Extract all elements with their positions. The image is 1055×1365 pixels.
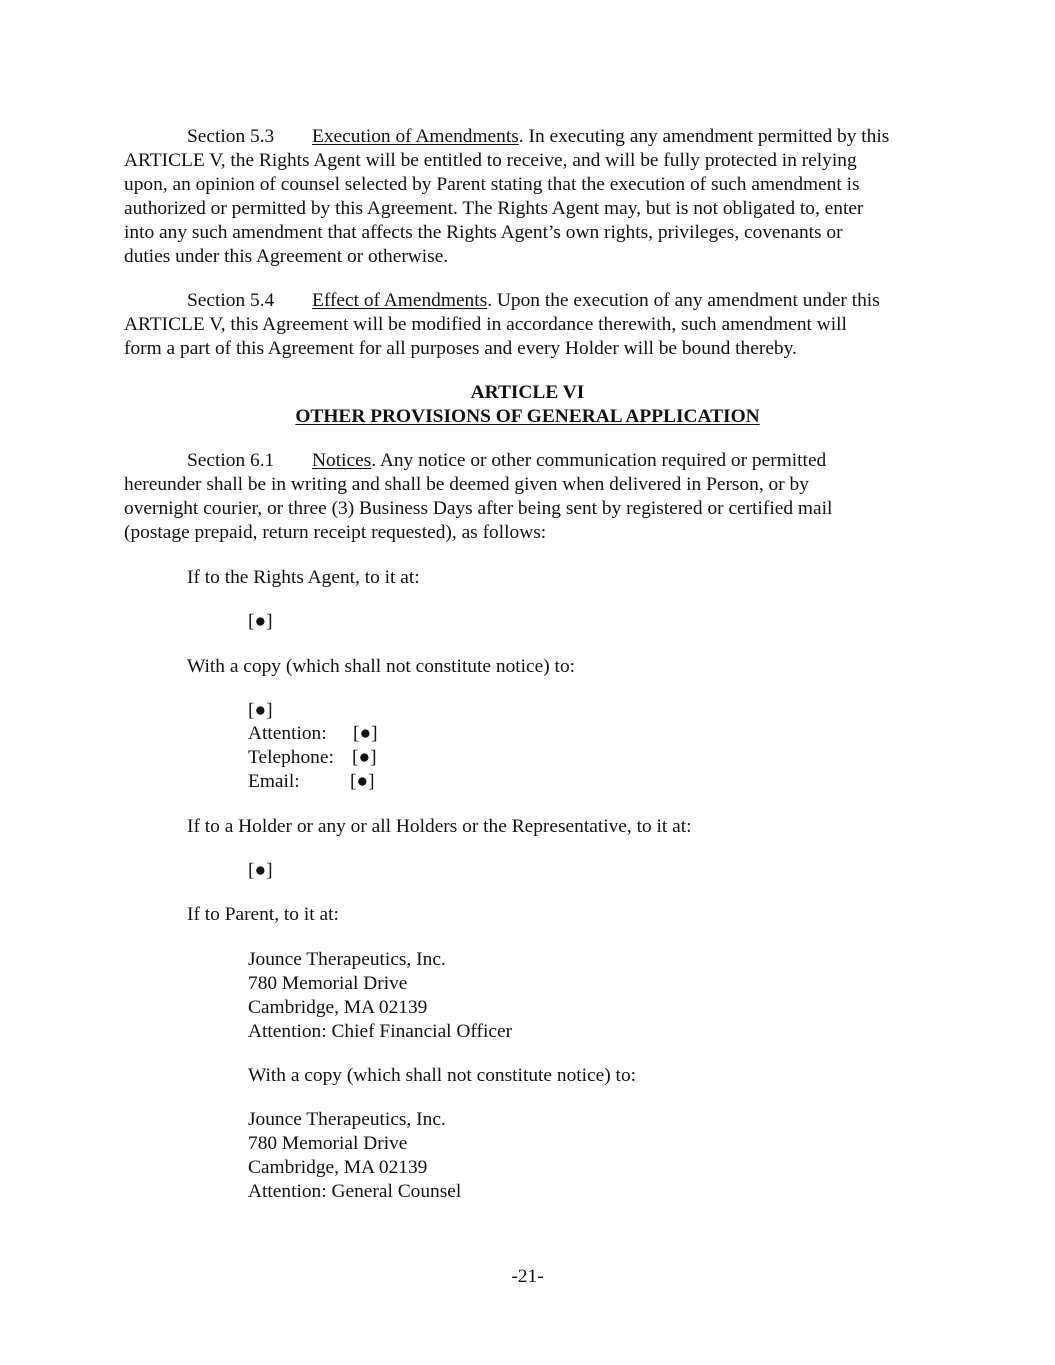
copy-address: [●] — [248, 700, 273, 721]
rights-agent-intro: If to the Rights Agent, to it at: — [187, 567, 420, 588]
parent-copy-address-line: 780 Memorial Drive — [248, 1133, 408, 1154]
telephone-value: [●] — [352, 747, 377, 768]
section-text-line: form a part of this Agreement for all purposes and every Holder will be bound thereby. — [124, 338, 797, 359]
section-text-line: upon, an opinion of counsel selected by Parent stating that the execution of such amendment is — [124, 174, 860, 195]
section-text-line: (postage prepaid, return receipt requested), as follows: — [124, 522, 547, 543]
section-text-line: ARTICLE V, this Agreement will be modified in accordance therewith, such amendment will — [124, 314, 847, 335]
parent-address-line: Jounce Therapeutics, Inc. — [248, 949, 446, 970]
telephone-label: Telephone: — [248, 747, 334, 768]
article-heading: ARTICLE VI — [470, 382, 585, 403]
section-text-line: authorized or permitted by this Agreement. The Rights Agent may, but is not obligated to, enter — [124, 198, 864, 219]
attention-label: Attention: — [248, 723, 327, 744]
rights-agent-address: [●] — [248, 611, 273, 632]
section-title: Execution of Amendments — [312, 126, 519, 147]
parent-copy-address-line: Attention: General Counsel — [248, 1181, 462, 1202]
page-number: -21- — [511, 1266, 544, 1287]
section-number: Section 5.4 — [187, 290, 275, 311]
section-text-line: overnight courier, or three (3) Business Days after being sent by registered or certified mail — [124, 498, 833, 519]
parent-copy-address-line: Jounce Therapeutics, Inc. — [248, 1109, 446, 1130]
parent-intro: If to Parent, to it at: — [187, 904, 339, 925]
parent-address-line: 780 Memorial Drive — [248, 973, 408, 994]
attention-value: [●] — [353, 723, 378, 744]
parent-copy-address-line: Cambridge, MA 02139 — [248, 1157, 428, 1178]
section-text-line: into any such amendment that affects the Rights Agent’s own rights, privileges, covenants or — [124, 222, 843, 243]
email-value: [●] — [350, 771, 375, 792]
section-text: . Any notice or other communication required or permitted — [371, 450, 827, 471]
section-title: Effect of Amendments — [312, 290, 488, 311]
parent-copy-intro: With a copy (which shall not constitute notice) to: — [248, 1065, 637, 1086]
attention-line — [248, 722, 378, 746]
copy-intro: With a copy (which shall not constitute notice) to: — [187, 656, 576, 677]
holder-address: [●] — [248, 860, 273, 881]
parent-address-line: Attention: Chief Financial Officer — [248, 1021, 513, 1042]
section-text-line: duties under this Agreement or otherwise. — [124, 246, 449, 267]
section-number: Section 6.1 — [187, 450, 275, 471]
section-5-3-first-line — [187, 125, 889, 149]
section-text-line: hereunder shall be in writing and shall be deemed given when delivered in Person, or by — [124, 474, 809, 495]
article-subheading: OTHER PROVISIONS OF GENERAL APPLICATION — [295, 406, 760, 427]
section-text-line: ARTICLE V, the Rights Agent will be entitled to receive, and will be fully protected in relying — [124, 150, 857, 171]
section-title: Notices — [312, 450, 372, 471]
parent-address-line: Cambridge, MA 02139 — [248, 997, 428, 1018]
section-text: . Upon the execution of any amendment under this — [487, 290, 880, 311]
telephone-line — [248, 746, 377, 770]
email-label: Email: — [248, 771, 300, 792]
section-text: . In executing any amendment permitted by this — [518, 126, 890, 147]
section-5-4-first-line — [187, 289, 880, 313]
email-line — [248, 770, 375, 794]
holder-intro: If to a Holder or any or all Holders or the Representative, to it at: — [187, 816, 692, 837]
section-6-1-first-line — [187, 449, 826, 473]
section-number: Section 5.3 — [187, 126, 275, 147]
